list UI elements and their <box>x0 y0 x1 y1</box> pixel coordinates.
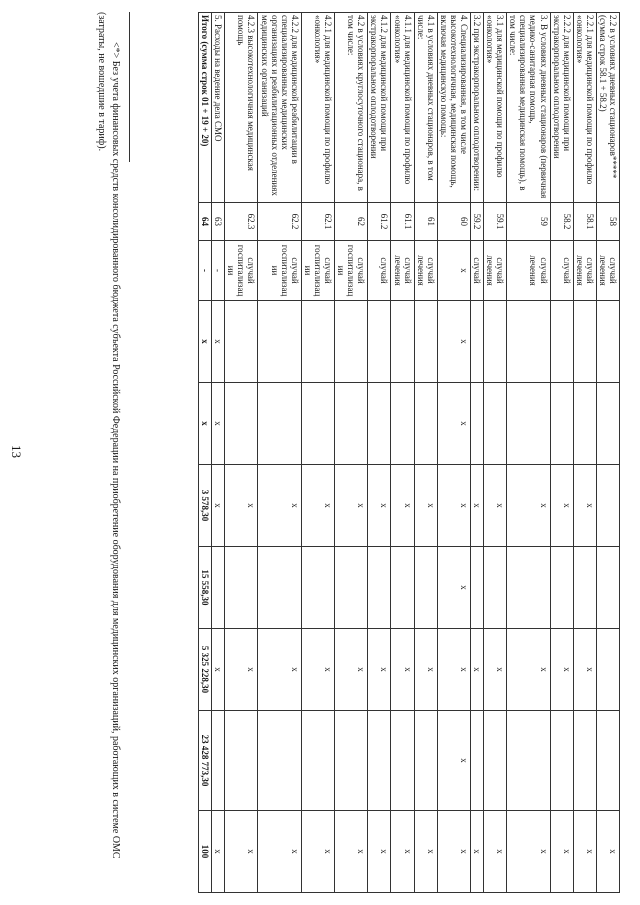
value-cell: х <box>391 629 414 711</box>
unit-cell: случай госпитализации <box>258 241 301 301</box>
row-label: 4.2 в условиях круглосуточного стационара, в том числе: <box>335 13 368 203</box>
value-cell <box>414 547 437 629</box>
table-row <box>212 13 225 893</box>
unit-cell: - <box>199 241 212 301</box>
table-row <box>368 13 391 893</box>
value-cell <box>414 383 437 465</box>
value-cell <box>484 711 507 811</box>
row-label: 3. В условиях дневных стационаров (первичная медико-санитарная помощь, специализированная медицинская помощь), в том числе: <box>507 13 550 203</box>
value-cell: х <box>212 811 225 893</box>
row-code: 59.1 <box>484 203 507 241</box>
value-cell: х <box>437 711 470 811</box>
value-cell <box>573 383 596 465</box>
value-cell <box>507 711 550 811</box>
row-code: 62.1 <box>301 203 334 241</box>
table-row <box>391 13 414 893</box>
row-code: 59 <box>507 203 550 241</box>
row-code: 58.2 <box>550 203 573 241</box>
row-code: 58 <box>596 203 619 241</box>
value-cell: х <box>212 465 225 547</box>
value-cell <box>596 301 619 383</box>
footnote: <*> Без учета финансовых средств консолидированного бюджета субъекта Российской Федерации на приобретение оборудования для медицинских организаций, работающих в системе ОМС (затраты, не вошедшие в тариф). <box>96 12 121 859</box>
unit-cell: случай лечения <box>391 241 414 301</box>
value-cell: х <box>335 629 368 711</box>
value-cell: 23 428 773,30 <box>199 711 212 811</box>
value-cell <box>212 547 225 629</box>
value-cell <box>573 711 596 811</box>
value-cell: х <box>573 629 596 711</box>
row-label: 3.1 для медицинской помощи по профилю «онкология» <box>484 13 507 203</box>
value-cell <box>391 301 414 383</box>
value-cell <box>225 301 258 383</box>
row-code: 64 <box>199 203 212 241</box>
value-cell <box>550 711 573 811</box>
value-cell <box>391 383 414 465</box>
unit-cell: случай <box>550 241 573 301</box>
funding-table <box>198 12 620 893</box>
table-row <box>414 13 437 893</box>
value-cell: х <box>225 811 258 893</box>
rotated-page-content <box>12 12 632 892</box>
value-cell <box>391 547 414 629</box>
value-cell <box>301 301 334 383</box>
value-cell: х <box>470 465 483 547</box>
row-code: 59.2 <box>470 203 483 241</box>
value-cell <box>507 547 550 629</box>
value-cell <box>335 301 368 383</box>
value-cell <box>368 383 391 465</box>
table-row <box>484 13 507 893</box>
table-row <box>225 13 258 893</box>
row-label: 2.2.2 для медицинской помощи при экстракорпоральном оплодотворении <box>550 13 573 203</box>
value-cell <box>335 383 368 465</box>
value-cell: х <box>391 465 414 547</box>
footnote-divider <box>129 12 130 162</box>
table-body <box>199 13 620 893</box>
value-cell: х <box>484 629 507 711</box>
unit-cell: случай лечения <box>573 241 596 301</box>
table-total-row <box>199 13 212 893</box>
row-label: 3.2 при экстракорпоральном оплодотворении: <box>470 13 483 203</box>
value-cell: х <box>258 811 301 893</box>
unit-cell: случай <box>368 241 391 301</box>
unit-cell: случай лечения <box>484 241 507 301</box>
row-code: 62 <box>335 203 368 241</box>
table-row <box>437 13 470 893</box>
unit-cell: х <box>437 241 470 301</box>
row-label: 4.1.2 для медицинской помощи при экстракорпоральном оплодотворении <box>368 13 391 203</box>
value-cell: х <box>484 811 507 893</box>
value-cell <box>470 383 483 465</box>
unit-cell: случай лечения <box>507 241 550 301</box>
value-cell <box>258 547 301 629</box>
row-code: 63 <box>212 203 225 241</box>
row-label: 2.2 в условиях дневных стационаров***** (сумма строк 58.1 + 58.2) <box>596 13 619 203</box>
value-cell: х <box>258 465 301 547</box>
value-cell <box>414 301 437 383</box>
value-cell <box>258 711 301 811</box>
value-cell: х <box>212 629 225 711</box>
value-cell <box>391 711 414 811</box>
value-cell <box>550 301 573 383</box>
value-cell <box>368 301 391 383</box>
value-cell: х <box>550 465 573 547</box>
value-cell: х <box>335 811 368 893</box>
value-cell <box>368 547 391 629</box>
value-cell <box>335 711 368 811</box>
value-cell: х <box>301 811 334 893</box>
value-cell: х <box>212 301 225 383</box>
value-cell <box>368 711 391 811</box>
value-cell: х <box>596 811 619 893</box>
value-cell: х <box>507 811 550 893</box>
value-cell <box>596 629 619 711</box>
table-row <box>301 13 334 893</box>
value-cell: х <box>212 383 225 465</box>
value-cell: х <box>391 811 414 893</box>
row-label: Итого (сумма строк 01 + 19 + 20) <box>199 13 212 203</box>
value-cell: х <box>258 629 301 711</box>
value-cell: х <box>414 465 437 547</box>
value-cell: х <box>437 811 470 893</box>
value-cell <box>507 301 550 383</box>
row-label: 5. Расходы на ведение дела СМО <box>212 13 225 203</box>
page-number: 13 <box>9 445 24 458</box>
table-row <box>507 13 550 893</box>
value-cell: х <box>573 811 596 893</box>
row-code: 60 <box>437 203 470 241</box>
value-cell: х <box>470 629 483 711</box>
row-label: 4.2.2 для медицинской реабилитации в специализированных медицинских организациях и реабилитационных отделениях медицинских организаций <box>258 13 301 203</box>
value-cell <box>596 711 619 811</box>
value-cell <box>573 547 596 629</box>
row-code: 61.1 <box>391 203 414 241</box>
value-cell: х <box>368 629 391 711</box>
table-row <box>258 13 301 893</box>
value-cell: х <box>301 465 334 547</box>
value-cell: х <box>437 629 470 711</box>
unit-cell: случай госпитализации <box>335 241 368 301</box>
value-cell <box>550 383 573 465</box>
row-code: 61 <box>414 203 437 241</box>
value-cell: х <box>550 811 573 893</box>
value-cell: х <box>550 629 573 711</box>
value-cell: х <box>335 465 368 547</box>
row-label: 4.2.3 высокотехнологичная медицинская помощь <box>225 13 258 203</box>
row-label: 4.2.1 для медицинской помощи по профилю «онкология» <box>301 13 334 203</box>
row-label: 4.1 в условиях дневных стационаров, в том числе: <box>414 13 437 203</box>
value-cell: х <box>484 465 507 547</box>
value-cell: х <box>470 811 483 893</box>
value-cell <box>258 301 301 383</box>
value-cell: х <box>414 811 437 893</box>
unit-cell: случай <box>470 241 483 301</box>
value-cell <box>596 547 619 629</box>
value-cell <box>225 383 258 465</box>
row-code: 58.1 <box>573 203 596 241</box>
value-cell: х <box>437 465 470 547</box>
value-cell: х <box>437 547 470 629</box>
value-cell: 100 <box>199 811 212 893</box>
value-cell <box>484 547 507 629</box>
value-cell <box>335 547 368 629</box>
unit-cell: - <box>212 241 225 301</box>
value-cell <box>225 547 258 629</box>
value-cell <box>301 547 334 629</box>
value-cell <box>212 711 225 811</box>
value-cell: х <box>368 811 391 893</box>
value-cell: х <box>507 629 550 711</box>
value-cell <box>484 301 507 383</box>
value-cell: х <box>437 301 470 383</box>
value-cell: х <box>199 301 212 383</box>
value-cell <box>258 383 301 465</box>
value-cell <box>596 465 619 547</box>
row-code: 62.2 <box>258 203 301 241</box>
table-row <box>550 13 573 893</box>
value-cell <box>414 711 437 811</box>
unit-cell: случай лечения <box>414 241 437 301</box>
value-cell <box>301 383 334 465</box>
table-row <box>573 13 596 893</box>
value-cell: х <box>573 465 596 547</box>
value-cell <box>470 547 483 629</box>
unit-cell: случай госпитализации <box>225 241 258 301</box>
value-cell: х <box>437 383 470 465</box>
value-cell: х <box>368 465 391 547</box>
value-cell <box>507 383 550 465</box>
value-cell: х <box>225 465 258 547</box>
unit-cell: случай госпитализации <box>301 241 334 301</box>
table-row <box>470 13 483 893</box>
value-cell: х <box>507 465 550 547</box>
row-label: 2.2.1 для медицинской помощи по профилю «онкология» <box>573 13 596 203</box>
value-cell <box>470 711 483 811</box>
value-cell: 5 325 228,30 <box>199 629 212 711</box>
value-cell <box>550 547 573 629</box>
value-cell: 3 578,30 <box>199 465 212 547</box>
value-cell <box>484 383 507 465</box>
unit-cell: случай лечения <box>596 241 619 301</box>
value-cell: х <box>199 383 212 465</box>
value-cell <box>225 711 258 811</box>
value-cell: 15 558,30 <box>199 547 212 629</box>
row-code: 61.2 <box>368 203 391 241</box>
row-code: 62.3 <box>225 203 258 241</box>
table-row <box>335 13 368 893</box>
row-label: 4. Специализированная, в том числе высокотехнологичная, медицинская помощь, включая медицинскую помощь: <box>437 13 470 203</box>
value-cell: х <box>301 629 334 711</box>
value-cell <box>573 301 596 383</box>
value-cell: х <box>414 629 437 711</box>
value-cell: х <box>225 629 258 711</box>
value-cell <box>301 711 334 811</box>
row-label: 4.1.1 для медицинской помощи по профилю «онкология» <box>391 13 414 203</box>
value-cell <box>596 383 619 465</box>
value-cell <box>470 301 483 383</box>
table-row <box>596 13 619 893</box>
